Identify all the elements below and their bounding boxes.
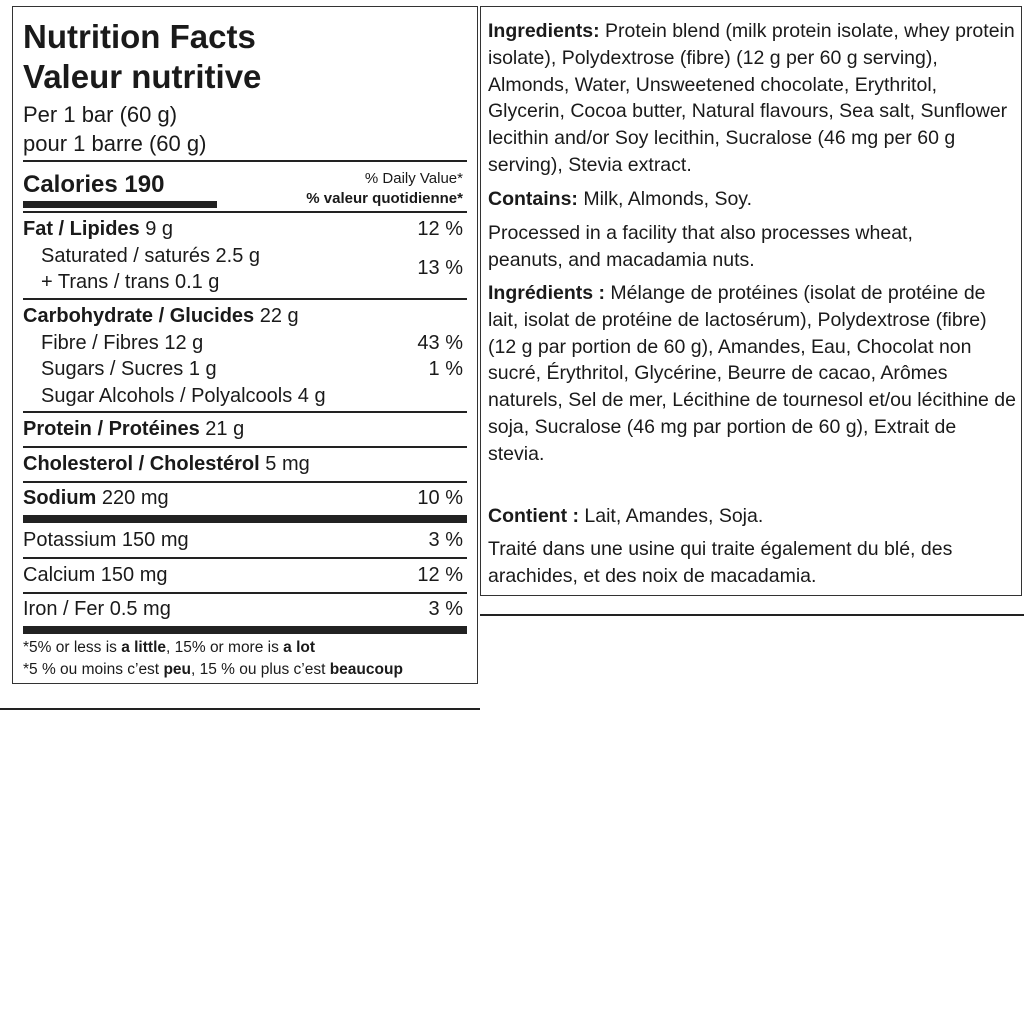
ingredients-english — [488, 18, 1016, 179]
fat-daily-value: 12 % — [417, 218, 463, 240]
divider — [23, 411, 467, 413]
potassium-daily-value: 3 % — [428, 529, 463, 551]
contains-french — [488, 503, 1016, 530]
sodium-label: Sodium — [23, 487, 97, 509]
sodium-amount: 220 mg — [101, 487, 169, 509]
ingredients-english-label: Ingredients: — [488, 20, 600, 42]
trans-row: + Trans / trans 0.1 g — [41, 271, 220, 293]
protein-label: Protein / Protéines — [23, 418, 200, 440]
facility-statement-english: Processed in a facility that also processes wheat, peanuts, and macadamia nuts. — [488, 222, 913, 271]
daily-value-header — [306, 169, 463, 209]
sugar-alcohols-row: Sugar Alcohols / Polyalcools 4 g — [41, 385, 326, 407]
cholesterol-label: Cholesterol / Cholestérol — [23, 453, 260, 475]
contains-french-label: Contient : — [488, 505, 579, 527]
thick-divider — [23, 626, 467, 634]
divider — [23, 298, 467, 300]
saturated-row: Saturated / saturés 2.5 g — [41, 245, 261, 267]
carbohydrate-row — [23, 304, 299, 328]
divider — [23, 446, 467, 448]
iron-row: Iron / Fer 0.5 mg — [23, 598, 171, 620]
ingredients-french-label: Ingrédients : — [488, 282, 606, 304]
cholesterol-amount: 5 mg — [265, 453, 310, 475]
cholesterol-row — [23, 452, 310, 476]
divider — [23, 160, 467, 162]
fat-row — [23, 217, 173, 241]
ingredients-french — [488, 280, 1016, 468]
serving-size-french: pour 1 barre (60 g) — [23, 131, 207, 156]
facility-statement-french: Traité dans une usine qui traite également du blé, des arachides, et des noix de macadamia. — [488, 538, 953, 587]
ingredients-english-text: Protein blend (milk protein isolate, whey protein isolate), Polydextrose (fibre) (12 g per 60 g serving), Almonds, Water, Unsweetened chocolate, Erythritol, Glycerin, Cocoa butter, Natural flavours, Sea salt, Sunflower lecithin and/or Soy lecithin, Sucralose (46 mg per 60 g serving), Stevia extract. — [488, 20, 1015, 176]
sugars-daily-value: 1 % — [428, 358, 463, 380]
contains-english-text: Milk, Almonds, Soy. — [577, 188, 753, 210]
protein-amount: 21 g — [205, 418, 245, 440]
divider — [23, 481, 467, 483]
calories-underline — [23, 201, 217, 208]
title-english: Nutrition Facts — [23, 18, 256, 55]
sodium-row — [23, 486, 169, 510]
carbohydrate-label: Carbohydrate / Glucides — [23, 305, 255, 327]
ingredients-panel — [480, 6, 1022, 596]
cut-line — [480, 614, 1024, 616]
fibre-row: Fibre / Fibres 12 g — [41, 332, 204, 354]
calcium-daily-value: 12 % — [417, 564, 463, 586]
potassium-row: Potassium 150 mg — [23, 529, 189, 551]
thick-divider — [23, 515, 467, 523]
sodium-daily-value: 10 % — [417, 487, 463, 509]
calcium-row: Calcium 150 mg — [23, 564, 168, 586]
footnote-english: *5% or less is a little, 15% or more is a lot — [23, 639, 316, 656]
contains-french-text: Lait, Amandes, Soja. — [578, 505, 764, 527]
sugars-row: Sugars / Sucres 1 g — [41, 358, 217, 380]
daily-value-header-french: % valeur quotidienne* — [306, 190, 463, 207]
protein-row — [23, 417, 244, 441]
daily-value-header-english: % Daily Value* — [364, 170, 463, 187]
nutrition-facts-table — [12, 6, 478, 684]
cut-line — [0, 708, 480, 710]
fibre-daily-value: 43 % — [417, 332, 463, 354]
ingredients-french-text: Mélange de protéines (isolat de protéine de lait, isolat de protéine de lactosérum), Polydextrose (fibre) (12 g par portion de 60 g), Amandes, Eau, Chocolat non sucré, Érythritol, Glycérine, Beurre de cacao, Arômes naturels, Sel de mer, Lécithine de tournesol et/ou lécithine de soja, Sucralose (46 mg par portion de 60 g), Extrait de stevia. — [488, 282, 1016, 465]
fat-label: Fat / Lipides — [23, 218, 140, 240]
contains-english-label: Contains: — [488, 188, 578, 210]
contains-english — [488, 186, 1016, 213]
iron-daily-value: 3 % — [428, 598, 463, 620]
divider — [23, 592, 467, 594]
divider — [23, 557, 467, 559]
footnote-french: *5 % ou moins c’est peu, 15 % ou plus c’est beaucoup — [23, 661, 403, 678]
carbohydrate-amount: 22 g — [259, 305, 299, 327]
divider — [23, 211, 467, 213]
fat-amount: 9 g — [145, 218, 174, 240]
calories: Calories 190 — [23, 171, 165, 198]
serving-size-english: Per 1 bar (60 g) — [23, 102, 178, 127]
saturated-trans-daily-value: 13 % — [417, 257, 463, 279]
title-french: Valeur nutritive — [23, 58, 262, 95]
